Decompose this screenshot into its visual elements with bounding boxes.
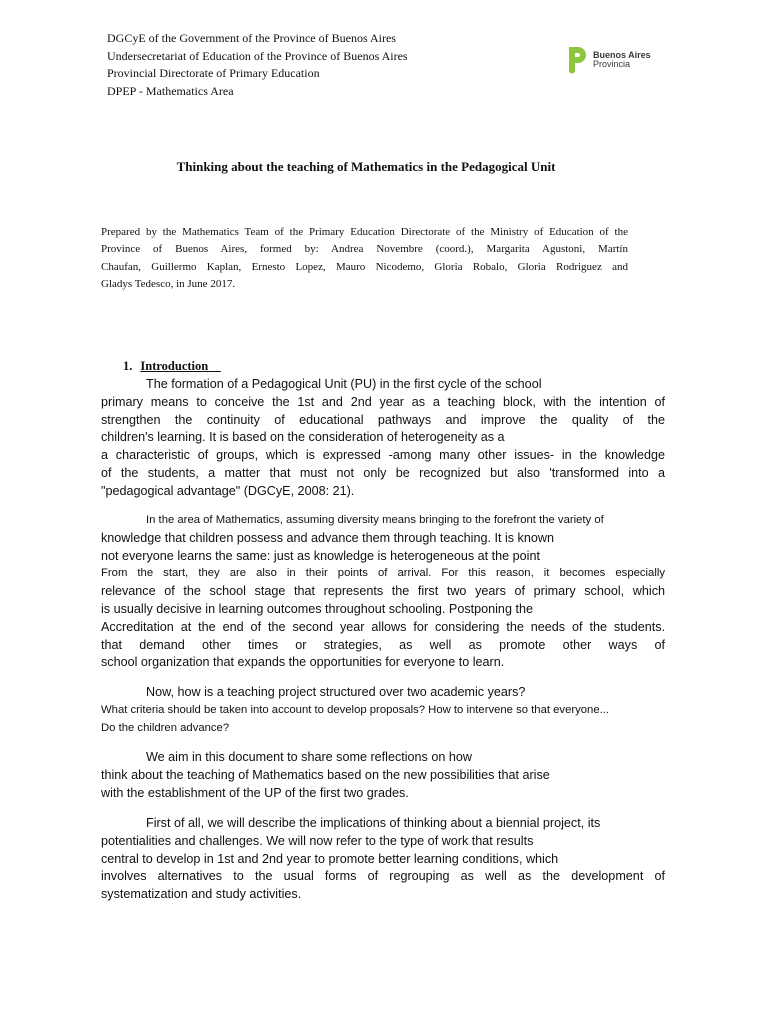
text-line: We aim in this document to share some reflections on how: [146, 750, 472, 764]
letterhead: [107, 30, 408, 100]
prepared-line: Prepared by the Mathematics Team of the Primary Education Directorate of the Ministry of Education of the: [101, 226, 628, 238]
letterhead-line: Provincial Directorate of Primary Education: [107, 66, 320, 80]
text-line: not everyone learns the same: just as knowledge is heterogeneous at the point: [101, 548, 540, 563]
text-line: primary means to conceive the 1st and 2nd year as a teaching block, with the intention of: [101, 394, 665, 409]
text-line: central to develop in 1st and 2nd year to promote better learning conditions, which: [101, 851, 559, 866]
text-line: that demand other times or strategies, as well as promote other ways of: [101, 637, 665, 652]
text-line: Accreditation at the end of the second year allows for considering the needs of the students.: [101, 619, 665, 634]
letterhead-line: Undersecretariat of Education of the Province of Buenos Aires: [107, 48, 408, 63]
text-line: Now, how is a teaching project structured over two academic years?: [146, 685, 526, 699]
text-line: with the establishment of the UP of the first two grades.: [101, 785, 409, 800]
text-line: "pedagogical advantage" (DGCyE, 2008: 21).: [101, 483, 355, 498]
section-number: 1.: [123, 359, 133, 373]
text-line: The formation of a Pedagogical Unit (PU) in the first cycle of the school: [146, 377, 542, 391]
letterhead-line: DGCyE of the Government of the Province of Buenos Aires: [107, 31, 396, 45]
section-title: Introduction: [140, 359, 209, 373]
buenos-aires-logo-icon: [566, 45, 588, 75]
text-line: involves alternatives to the usual forms of regrouping as well as the development of: [101, 869, 665, 884]
text-line: think about the teaching of Mathematics based on the new possibilities that arise: [101, 767, 550, 782]
buenos-aires-logo: [566, 45, 651, 75]
text-line: From the start, they are also in their points of arrival. For this reason, it becomes especially: [101, 567, 665, 580]
text-line: What criteria should be taken into account to develop proposals? How to intervene so that everyone...: [101, 703, 610, 716]
text-line: First of all, we will describe the implications of thinking about a biennial project, its: [146, 816, 601, 830]
text-line: Do the children advance?: [101, 721, 230, 734]
text-line: is usually decisive in learning outcomes throughout schooling. Postponing the: [101, 601, 533, 616]
prepared-line: Province of Buenos Aires, formed by: Andrea Novembre (coord.), Margarita Agustoni, Martín: [101, 243, 628, 256]
paragraph-5: [101, 815, 665, 904]
letterhead-line: DPEP - Mathematics Area: [107, 83, 234, 98]
text-line: children's learning. It is based on the consideration of heterogeneity as a: [101, 430, 505, 445]
prepared-line: Chaufan, Guillermo Kaplan, Ernesto Lopez, Mauro Nicodemo, Gloria Robalo, Gloria Rodriguez and: [101, 260, 628, 273]
text-line: of the students, a matter that must not only be recognized but also 'transformed into a: [101, 465, 665, 480]
paragraph-1: [101, 376, 665, 501]
logo-line-2: Provincia: [593, 59, 631, 69]
text-line: systematization and study activities.: [101, 887, 302, 902]
prepared-by-note: [101, 224, 628, 293]
paragraph-4: [101, 749, 665, 802]
logo-line-1: Buenos Aires: [593, 50, 651, 60]
text-line: potentialities and challenges. We will now refer to the type of work that results: [101, 833, 534, 848]
paragraph-3: [101, 684, 665, 737]
logo-wordmark: [593, 51, 651, 69]
document-title: Thinking about the teaching of Mathematics in the Pedagogical Unit: [176, 159, 556, 174]
text-line: knowledge that children possess and advance them through teaching. It is known: [101, 530, 554, 545]
text-line: strengthen the continuity of educational pathways and improve the quality of the: [101, 412, 665, 427]
text-line: relevance of the school stage that represents the first two years of primary school, which: [101, 584, 665, 599]
text-line: In the area of Mathematics, assuming diversity means bringing to the forefront the variety of: [146, 514, 604, 526]
text-line: a characteristic of groups, which is expressed -among many other issues- in the knowledge: [101, 448, 665, 463]
paragraph-2: [101, 512, 665, 672]
section-heading: [123, 359, 221, 374]
prepared-line: Gladys Tedesco, in June 2017.: [101, 277, 236, 290]
text-line: school organization that expands the opportunities for everyone to learn.: [101, 655, 505, 670]
